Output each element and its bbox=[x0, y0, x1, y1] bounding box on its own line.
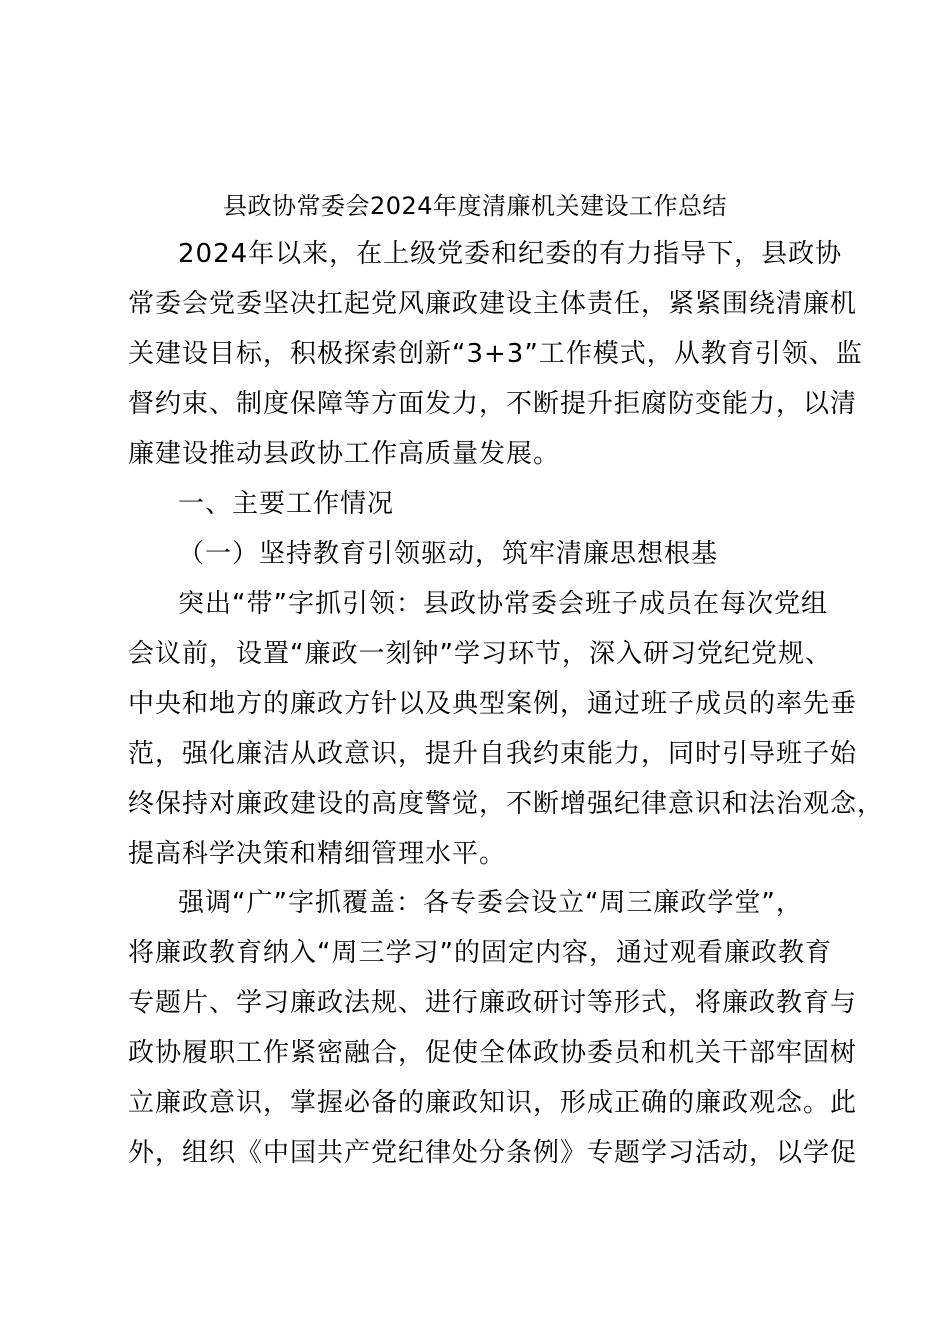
paragraph-line: 常委会党委坚决扛起党风廉政建设主体责任，紧紧围绕清廉机 bbox=[128, 289, 858, 319]
paragraph-line: 中央和地方的廉政方针以及典型案例，通过班子成员的率先垂 bbox=[128, 689, 858, 719]
paragraph-line: 将廉政教育纳入“周三学习”的固定内容，通过观看廉政教育 bbox=[128, 938, 832, 968]
paragraph-line: 提高科学决策和精细管理水平。 bbox=[128, 839, 507, 869]
paragraph-line: 督约束、制度保障等方面发力，不断提升拒腐防变能力，以清 bbox=[128, 389, 858, 419]
paragraph-line: 廉建设推动县政协工作高质量发展。 bbox=[128, 439, 561, 469]
paragraph-line: 会议前，设置“廉政一刻钟”学习环节，深入研习党纪党规、 bbox=[128, 639, 832, 669]
paragraph-line: 强调“广”字抓覆盖：各专委会设立“周三廉政学堂”， bbox=[178, 888, 803, 918]
paragraph-line: 立廉政意识，掌握必备的廉政知识，形成正确的廉政观念。此 bbox=[128, 1088, 858, 1118]
document-title: 县政协常委会2024年度清廉机关建设工作总结 bbox=[222, 192, 728, 220]
paragraph-line: 关建设目标，积极探索创新“3+3”工作模式，从教育引领、监 bbox=[128, 339, 863, 369]
section-heading: 一、主要工作情况 bbox=[178, 489, 395, 519]
paragraph-line: 终保持对廉政建设的高度警觉，不断增强纪律意识和法治观念， bbox=[128, 789, 885, 819]
paragraph-line: 政协履职工作紧密融合，促使全体政协委员和机关干部牢固树 bbox=[128, 1038, 858, 1068]
paragraph-line: 外，组织《中国共产党纪律处分条例》专题学习活动，以学促 bbox=[128, 1138, 858, 1168]
paragraph-line: 范，强化廉洁从政意识，提升自我约束能力，同时引导班子始 bbox=[128, 739, 858, 769]
subsection-heading: （一）坚持教育引领驱动，筑牢清廉思想根基 bbox=[178, 539, 719, 569]
paragraph-line: 专题片、学习廉政法规、进行廉政研讨等形式，将廉政教育与 bbox=[128, 988, 858, 1018]
paragraph-line: 突出“带”字抓引领：县政协常委会班子成员在每次党组 bbox=[178, 589, 828, 619]
paragraph-line: 2024年以来，在上级党委和纪委的有力指导下，县政协 bbox=[178, 239, 843, 269]
